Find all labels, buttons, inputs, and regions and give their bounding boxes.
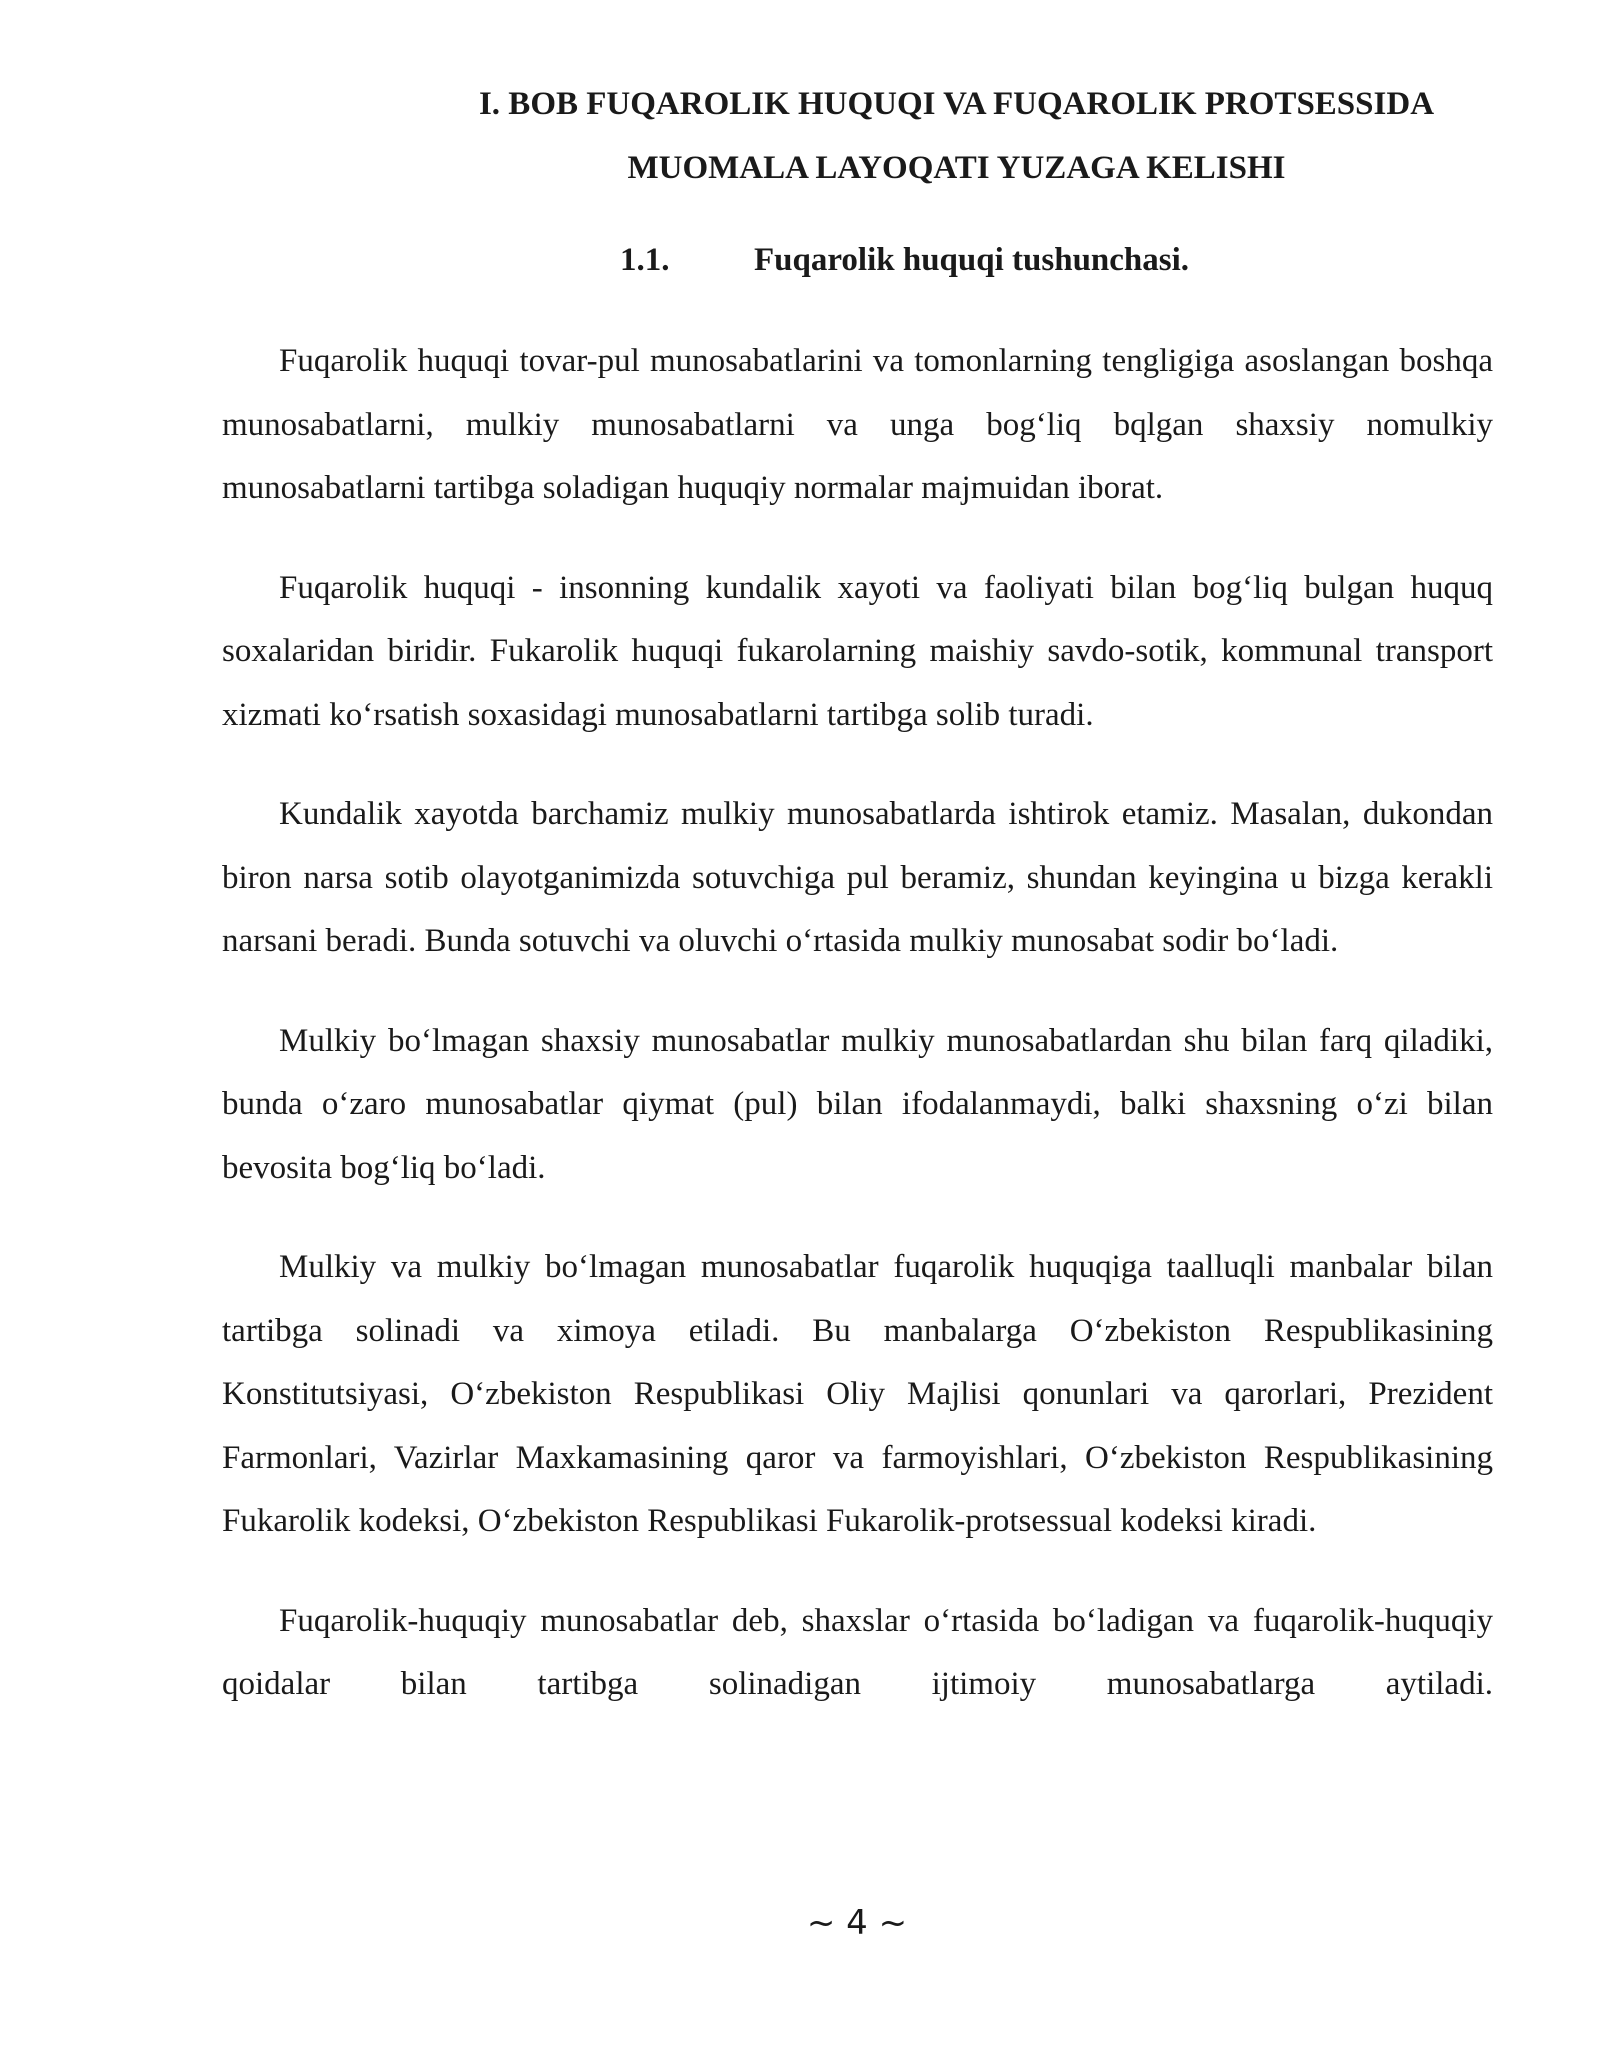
section-number: 1.1. xyxy=(620,242,670,278)
paragraph: Fuqarolik huquqi - insonning kundalik xayoti va faoliyati bilan bog‘liq bulgan huquq soxalaridan biridir. Fukarolik huquqi fukarolarning maishiy savdo-sotik, kommunal transport xizmati ko‘rsatish soxasidagi munosabatlarni tartibga solib turadi. xyxy=(222,569,1493,733)
paragraph: Fuqarolik huquqi tovar-pul munosabatlarini va tomonlarning tengligiga asoslangan boshqa munosabatlarni, mulkiy munosabatlarni va unga bog‘liq bqlgan shaxsiy nomulkiy munosabatlarni tartibga soladigan huquqiy normalar majmuidan iborat. xyxy=(222,343,1493,506)
chapter-title xyxy=(420,72,1493,200)
chapter-title-line-1: I. BOB FUQAROLIK HUQUQI VA FUQAROLIK PROTSESSIDA xyxy=(478,86,1435,122)
paragraph: Kundalik xayotda barchamiz mulkiy munosabatlarda ishtirok etamiz. Masalan, dukondan biron narsa sotib olayotganimizda sotuvchiga pul beramiz, shundan keyingina u bizga kerakli narsani beradi. Bunda sotuvchi va oluvchi o‘rtasida mulkiy munosabat sodir bo‘ladi. xyxy=(222,796,1493,959)
paragraph: Fuqarolik-huquqiy munosabatlar deb, shaxslar o‘rtasida bo‘ladigan va fuqarolik-huquqiy qoidalar bilan tartibga solinadigan ijtimoiy munosabatlarga aytiladi. xyxy=(222,1602,1493,1702)
section-heading xyxy=(620,230,1189,290)
chapter-title-line-2: MUOMALA LAYOQATI YUZAGA KELISHI xyxy=(627,150,1286,186)
paragraph: Mulkiy va mulkiy bo‘lmagan munosabatlar fuqarolik huquqiga taalluqli manbalar bilan tartibga solinadi va ximoya etiladi. Bu manbalarga O‘zbekiston Respublikasining Konstitutsiyasi, O‘zbekiston Respublikasi Oliy Majlisi qonunlari va qarorlari, Prezident Farmonlari, Vazirlar Maxkamasining qaror va farmoyishlari, O‘zbekiston Respublikasining Fukarolik kodeksi, O‘zbekiston Respublikasi Fukarolik-protsessual kodeksi kiradi. xyxy=(222,1249,1493,1539)
document-body xyxy=(222,330,1493,1753)
paragraph: Mulkiy bo‘lmagan shaxsiy munosabatlar mulkiy munosabatlardan shu bilan farq qiladiki, bunda o‘zaro munosabatlar qiymat (pul) bilan ifodalanmaydi, balki shaxsning o‘zi bilan bevosita bog‘liq bo‘ladi. xyxy=(222,1022,1493,1186)
page-number: ~ 4 ~ xyxy=(806,1903,908,1943)
section-title: Fuqarolik huquqi tushunchasi. xyxy=(754,242,1190,278)
